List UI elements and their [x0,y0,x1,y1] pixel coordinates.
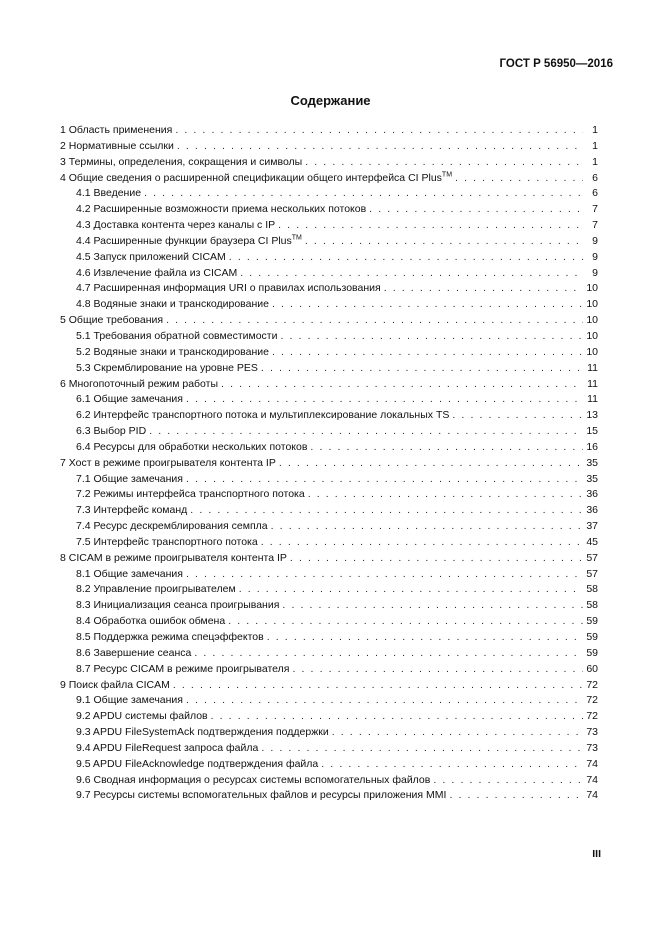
toc-entry[interactable] [60,361,598,377]
toc-entry[interactable] [60,345,598,361]
toc-entry-page: 57 [586,551,598,564]
toc-leader-dots [292,662,583,678]
toc-entry-label: 4 Общие сведения о расширенной спецификации общего интерфейса CI Plus™ [60,171,453,184]
toc-leader-dots [272,345,583,361]
toc-entry[interactable] [60,123,598,139]
toc-entry[interactable] [60,392,598,408]
toc-entry-label: 9.1 Общие замечания [76,694,183,707]
toc-leader-dots [310,440,583,456]
toc-entry-label: 5.2 Водяные знаки и транскодирование [76,345,269,358]
toc-entry[interactable] [60,709,598,725]
toc-entry-page: 60 [586,662,598,675]
toc-entry-page: 7 [592,219,598,232]
toc-entry-label: 4.8 Водяные знаки и транскодирование [76,298,269,311]
toc-leader-dots [455,171,583,187]
toc-leader-dots [261,361,583,377]
toc-entry-page: 7 [592,203,598,216]
toc-leader-dots [267,630,583,646]
toc-entry-label: 4.7 Расширенная информация URI о правилах использования [76,282,381,295]
toc-entry-page: 1 [592,155,598,168]
toc-leader-dots [305,155,583,171]
toc-entry-page: 35 [586,456,598,469]
toc-entry[interactable] [60,630,598,646]
toc-entry-label: 5.3 Скремблирование на уровне PES [76,361,258,374]
toc-entry-label: 6.4 Ресурсы для обработки нескольких потоков [76,440,308,453]
document-id: ГОСТ Р 56950—2016 [499,58,613,70]
toc-entry[interactable] [60,646,598,662]
toc-entry[interactable] [60,424,598,440]
toc-entry-label: 7 Хост в режиме проигрывателя контента IP [60,456,276,469]
toc-entry-label: 8.2 Управление проигрывателем [76,583,236,596]
table-of-contents [60,123,598,804]
trademark-superscript: TM [291,234,302,242]
toc-entry[interactable] [60,757,598,773]
toc-entry[interactable] [60,186,598,202]
toc-entry[interactable] [60,788,598,804]
toc-entry-label: 4.2 Расширенные возможности приема нескольких потоков [76,203,367,216]
toc-entry-page: 59 [586,646,598,659]
toc-entry[interactable] [60,725,598,741]
toc-entry[interactable] [60,234,598,250]
toc-entry-page: 36 [586,504,598,517]
toc-entry[interactable] [60,503,598,519]
toc-leader-dots [452,408,583,424]
toc-entry-page: 9 [592,266,598,279]
toc-entry[interactable] [60,614,598,630]
toc-entry-label: 4.1 Введение [76,187,142,200]
toc-entry[interactable] [60,582,598,598]
toc-entry[interactable] [60,693,598,709]
toc-entry-page: 73 [586,726,598,739]
toc-entry[interactable] [60,456,598,472]
toc-leader-dots [166,313,583,329]
toc-entry-page: 11 [587,377,598,390]
toc-entry-page: 72 [586,710,598,723]
toc-entry-label: 8 CICAM в режиме проигрывателя контента IP [60,551,287,564]
toc-entry-page: 72 [586,694,598,707]
toc-entry-page: 10 [586,329,598,342]
toc-entry-page: 57 [586,567,598,580]
toc-leader-dots [279,456,583,472]
toc-entry[interactable] [60,598,598,614]
toc-entry[interactable] [60,155,598,171]
toc-entry-page: 16 [586,440,598,453]
toc-leader-dots [308,487,583,503]
toc-entry-page: 36 [586,488,598,501]
toc-leader-dots [144,186,583,202]
toc-leader-dots [271,519,583,535]
toc-entry-page: 10 [586,345,598,358]
toc-entry-label: 8.7 Ресурс CICAM в режиме проигрывателя [76,662,290,675]
toc-entry-label: 7.1 Общие замечания [76,472,183,485]
toc-entry-label: 6.2 Интерфейс транспортного потока и мультиплексирование локальных TS [76,409,450,422]
toc-entry-label: 9.4 APDU FileRequest запроса файла [76,741,259,754]
toc-entry-label: 9.5 APDU FileAcknowledge подтверждения файла [76,757,319,770]
toc-entry-page: 9 [592,234,598,247]
toc-entry[interactable] [60,662,598,678]
toc-entry[interactable] [60,408,598,424]
toc-entry-label: 8.4 Обработка ошибок обмена [76,615,226,628]
toc-leader-dots [228,614,583,630]
toc-entry-label: 9 Поиск файла CICAM [60,678,170,691]
toc-leader-dots [177,139,583,155]
toc-entry-page: 1 [592,124,598,136]
toc-leader-dots [282,598,583,614]
toc-entry-page: 72 [586,678,598,691]
toc-entry[interactable] [60,551,598,567]
toc-entry[interactable] [60,202,598,218]
toc-leader-dots [280,329,583,345]
toc-entry[interactable] [60,297,598,313]
toc-leader-dots [239,582,583,598]
toc-entry[interactable] [60,519,598,535]
toc-leader-dots [175,123,583,139]
toc-entry-page: 37 [586,520,598,533]
toc-entry-label: 9.2 APDU системы файлов [76,710,208,723]
toc-leader-dots [240,266,583,282]
toc-leader-dots [186,693,583,709]
toc-entry-label: 6.1 Общие замечания [76,393,183,406]
toc-entry-label: 5 Общие требования [60,314,164,327]
toc-entry[interactable] [60,218,598,234]
toc-entry-page: 74 [586,757,598,770]
toc-entry[interactable] [60,171,598,187]
toc-entry-page: 1 [592,139,598,152]
toc-entry-page: 6 [592,187,598,200]
toc-entry-page: 11 [587,393,598,406]
toc-leader-dots [211,709,583,725]
toc-leader-dots [278,218,583,234]
toc-entry-label: 7.2 Режимы интерфейса транспортного потока [76,488,305,501]
toc-leader-dots [221,377,583,393]
toc-entry-label: 6 Многопоточный режим работы [60,377,219,390]
toc-entry-label: 6.3 Выбор PID [76,425,147,438]
toc-leader-dots [190,503,583,519]
toc-leader-dots [290,551,583,567]
toc-entry-page: 58 [586,583,598,596]
page-number: III [592,848,601,860]
toc-leader-dots [186,567,583,583]
toc-entry-page: 11 [587,361,598,374]
toc-leader-dots [261,535,583,551]
toc-entry[interactable] [60,472,598,488]
trademark-superscript: TM [441,171,453,179]
toc-entry-label: 8.1 Общие замечания [76,567,183,580]
toc-entry[interactable] [60,535,598,551]
toc-entry[interactable] [60,139,598,155]
toc-entry[interactable] [60,250,598,266]
toc-entry-page: 59 [586,631,598,643]
toc-entry-page: 73 [586,741,598,754]
toc-entry-label: 4.5 Запуск приложений CICAM [76,250,226,263]
toc-leader-dots [433,773,583,789]
toc-entry-page: 45 [586,535,598,548]
toc-entry-label: 5.1 Требования обратной совместимости [76,329,278,342]
toc-entry-label: 9.7 Ресурсы системы вспомогательных файлов и ресурсы приложения MMI [76,789,447,802]
toc-leader-dots [272,297,583,313]
toc-leader-dots [305,234,583,250]
toc-entry-page: 74 [586,773,598,786]
toc-entry[interactable] [60,313,598,329]
toc-leader-dots [229,250,583,266]
toc-entry[interactable] [60,266,598,282]
toc-entry-page: 13 [586,409,598,422]
toc-entry-page: 35 [586,472,598,485]
toc-entry-label: 8.3 Инициализация сеанса проигрывания [76,599,280,612]
toc-entry-page: 58 [586,599,598,612]
toc-leader-dots [194,646,583,662]
toc-entry-label: 7.3 Интерфейс команд [76,504,188,517]
toc-leader-dots [149,424,583,440]
toc-leader-dots [261,741,583,757]
toc-entry[interactable] [60,329,598,345]
toc-entry-page: 6 [592,171,598,184]
toc-entry[interactable] [60,281,598,297]
toc-entry-label: 9.3 APDU FileSystemAck подтверждения поддержки [76,726,329,739]
toc-entry[interactable] [60,567,598,583]
toc-leader-dots [384,281,583,297]
toc-entry-label: 4.3 Доставка контента через каналы с IP [76,219,276,232]
toc-entry-label: 4.6 Извлечение файла из CICAM [76,266,238,279]
toc-leader-dots [449,788,583,804]
toc-entry-label: 8.5 Поддержка режима спецэффектов [76,631,264,643]
toc-entry-page: 15 [586,425,598,438]
toc-entry-label: 3 Термины, определения, сокращения и символы [60,155,303,168]
toc-entry[interactable] [60,440,598,456]
toc-entry-label: 9.6 Сводная информация о ресурсах системы вспомогательных файлов [76,773,431,786]
toc-entry[interactable] [60,741,598,757]
toc-leader-dots [321,757,583,773]
toc-entry-label: 7.4 Ресурс дескремблирования семпла [76,520,268,533]
toc-entry-page: 10 [586,298,598,311]
toc-entry[interactable] [60,773,598,789]
toc-entry[interactable] [60,678,598,694]
toc-entry-page: 59 [586,615,598,628]
page-title: Содержание [290,93,371,108]
toc-entry[interactable] [60,377,598,393]
toc-entry-page: 10 [586,314,598,327]
toc-leader-dots [369,202,583,218]
toc-entry-label: 4.4 Расширенные функции браузера CI Plus™ [76,234,302,247]
toc-entry-page: 74 [586,789,598,802]
toc-leader-dots [332,725,583,741]
toc-entry-label: 2 Нормативные ссылки [60,139,174,152]
toc-entry-page: 10 [586,282,598,295]
toc-leader-dots [186,472,583,488]
toc-entry-label: 1 Область применения [60,124,173,136]
toc-entry-label: 7.5 Интерфейс транспортного потока [76,535,258,548]
toc-entry[interactable] [60,487,598,503]
toc-leader-dots [173,678,583,694]
toc-entry-label: 8.6 Завершение сеанса [76,646,192,659]
toc-leader-dots [186,392,583,408]
toc-entry-page: 9 [592,250,598,263]
